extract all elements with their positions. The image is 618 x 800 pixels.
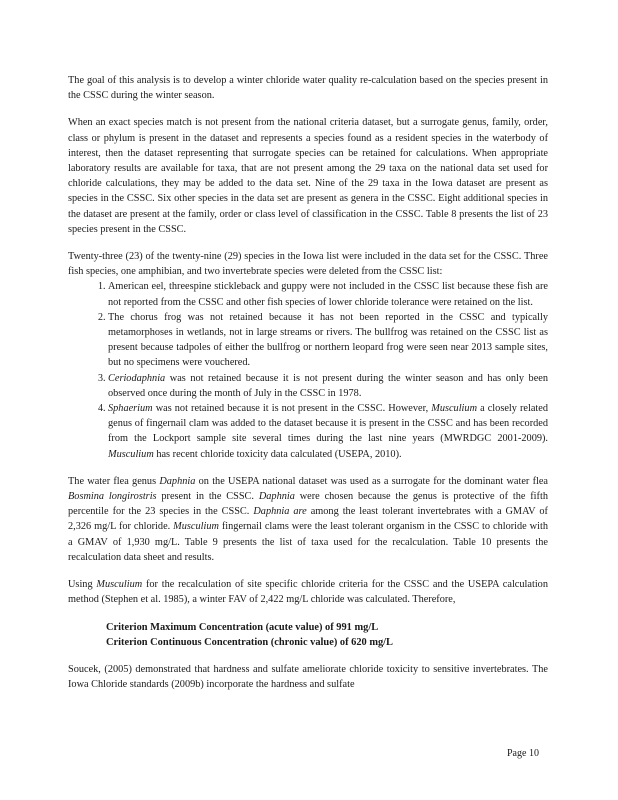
criterion-continuous: Criterion Continuous Concentration (chronic value) of 620 mg/L	[106, 636, 393, 648]
document-page	[68, 73, 548, 704]
list-item: 4. Sphaerium was not retained because it is not present in the CSSC. However, Musculium a closely related genus of fingernail clam was added to the dataset because it is present in the CSSC and has been recorded from the Lockport sample site several times during the last nine years (MWRDGC 2001-2009). Musculium has recent chloride toxicity data calculated (USEPA, 2010).	[108, 401, 548, 462]
paragraph-musculium: Using Musculium for the recalculation of site specific chloride criteria for the CSSC and the USEPA calculation method (Stephen et al. 1985), a winter FAV of 2,422 mg/L chloride was calculated. Therefore,	[68, 579, 548, 606]
paragraph-soucek: Soucek, (2005) demonstrated that hardness and sulfate ameliorate chloride toxicity to sensitive invertebrates. The Iowa Chloride standards (2009b) incorporate the hardness and sulfate	[68, 663, 548, 690]
paragraph-surrogate: When an exact species match is not present from the national criteria dataset, but a surrogate genus, family, order, class or phylum is present in the dataset and represents a species found as a resident species in the waterbody of interest, then the dataset representing that surrogate species can be retained for calculations. When appropriate laboratory results are available for taxa, that are not present among the 29 taxa on the national data set used for chloride calculations, they may be added to the data set. Nine of the 29 taxa in the Iowa dataset are present as species in the CSSC. Six other species in the data set are present as genera in the CSSC. Eight additional species in the dataset are present at the family, order or class level of classification in the CSSC. Table 8 presents the list of 23 species present in the CSSC.	[68, 117, 548, 235]
page-number: Page 10	[507, 748, 539, 759]
criterion-maximum: Criterion Maximum Concentration (acute value) of 991 mg/L	[106, 621, 379, 633]
list-item: 1. American eel, threespine stickleback and guppy were not included in the CSSC list because these fish are not reported from the CSSC and other fish species of lower chloride tolerance were retained on the list.	[108, 279, 548, 309]
deleted-species-list	[68, 279, 548, 461]
paragraph-goal: The goal of this analysis is to develop a winter chloride water quality re-calculation based on the species present in the CSSC during the winter season.	[68, 75, 548, 102]
list-item: 2. The chorus frog was not retained because it has not been reported in the CSSC and typically metamorphoses in wetlands, not in large streams or rivers. The bullfrog was retained on the CSSC list as present because tadpoles of either the bullfrog or northern leopard frog were seen near 2013 sample sites, but no specimens were vouchered.	[108, 310, 548, 371]
criteria-block	[106, 620, 548, 650]
paragraph-species-count: Twenty-three (23) of the twenty-nine (29) species in the Iowa list were included in the data set for the CSSC. Three fish species, one amphibian, and two invertebrate species were deleted from the CSSC list:	[68, 251, 548, 278]
list-item: 3. Ceriodaphnia was not retained because it is not present during the winter season and has only been observed once during the month of July in the CSSC in 1978.	[108, 371, 548, 401]
paragraph-daphnia: The water flea genus Daphnia on the USEPA national dataset was used as a surrogate for the dominant water flea Bosmina longirostris present in the CSSC. Daphnia were chosen because the genus is protective of the fifth percentile for the 23 species in the CSSC. Daphnia are among the least tolerant invertebrates with a GMAV of 2,326 mg/L for chloride. Musculium fingernail clams were the least tolerant organism in the CSSC to chloride with a GMAV of 1,930 mg/L. Table 9 presents the list of taxa used for the recalculation. Table 10 presents the recalculation data sheet and results.	[68, 475, 549, 563]
